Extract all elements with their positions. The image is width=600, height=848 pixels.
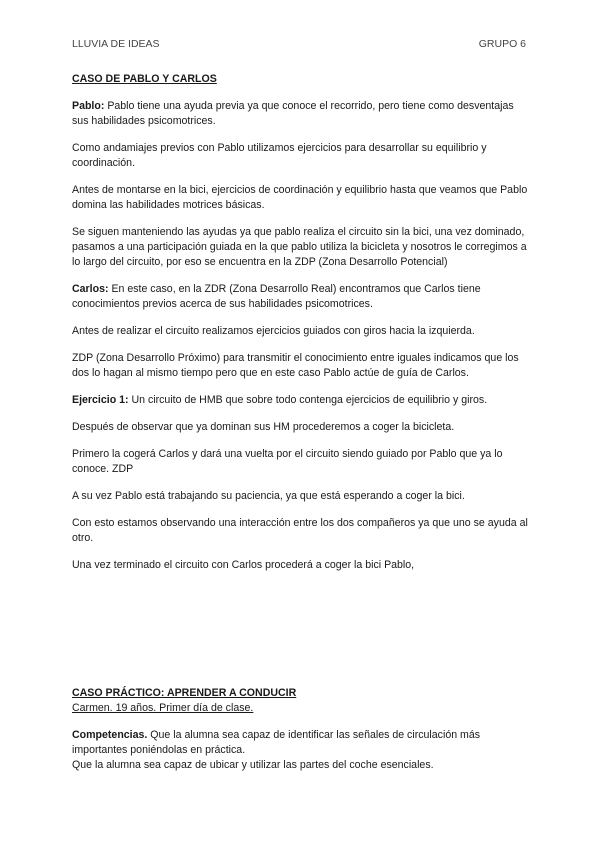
header-right: GRUPO 6: [478, 38, 526, 50]
paragraph-label: Ejercicio 1:: [72, 394, 129, 406]
paragraph-label: Carlos:: [72, 283, 109, 295]
header-left: LLUVIA DE IDEAS: [72, 38, 160, 50]
paragraph: Con esto estamos observando una interacción entre los dos compañeros ya que uno se ayuda al otro.: [72, 517, 528, 544]
section-aprender-conducir: [72, 686, 532, 773]
paragraph: Antes de realizar el circuito realizamos ejercicios guiados con giros hacia la izquierda.: [72, 325, 475, 337]
paragraph: ZDP (Zona Desarrollo Próximo) para transmitir el conocimiento entre iguales indicamos que los dos lo hagan al mismo tiempo pero que en este caso Pablo actúe de guía de Carlos.: [72, 352, 519, 379]
paragraph-ejercicio: [72, 393, 532, 408]
paragraph-competencias: [72, 728, 532, 758]
paragraph: Una vez terminado el circuito con Carlos procederá a coger la bici Pablo,: [72, 559, 415, 571]
paragraph-text: En este caso, en la ZDR (Zona Desarrollo Real) encontramos que Carlos tiene conocimientos previos acerca de sus habilidades psicomotrices.: [72, 283, 481, 310]
paragraph: Después de observar que ya dominan sus HM procederemos a coger la bicicleta.: [72, 421, 455, 433]
section-pablo-carlos: [72, 72, 532, 573]
page-header: [72, 38, 526, 52]
section-title: CASO DE PABLO Y CARLOS: [72, 73, 217, 85]
paragraph: Primero la cogerá Carlos y dará una vuelta por el circuito siendo guiado por Pablo que ya lo conoce. ZDP: [72, 448, 503, 475]
paragraph-text: Pablo tiene una ayuda previa ya que conoce el recorrido, pero tiene como desventajas sus habilidades psicomotrices.: [72, 100, 514, 127]
paragraph: Como andamiajes previos con Pablo utilizamos ejercicios para desarrollar su equilibrio y coordinación.: [72, 142, 487, 169]
paragraph-label: Competencias.: [72, 729, 148, 741]
paragraph-text: Un circuito de HMB que sobre todo contenga ejercicios de equilibrio y giros.: [128, 394, 488, 406]
paragraph-label: Pablo:: [72, 100, 105, 112]
paragraph-pablo: [72, 99, 532, 129]
paragraph: Que la alumna sea capaz de ubicar y utilizar las partes del coche esenciales.: [72, 759, 434, 771]
section-subtitle: Carmen. 19 años. Primer día de clase.: [72, 702, 254, 714]
section-title: CASO PRÁCTICO: APRENDER A CONDUCIR: [72, 687, 297, 699]
paragraph-carlos: [72, 282, 532, 312]
paragraph: Se siguen manteniendo las ayudas ya que pablo realiza el circuito sin la bici, una vez dominado, pasamos a una participación guiada en la que pablo utiliza la bicicleta y nosotros le corregimos a lo largo del circuito, por eso se encuentra en la ZDP (Zona Desarrollo Potencial): [72, 226, 527, 268]
paragraph-text: Que la alumna sea capaz de identificar las señales de circulación más importantes poniéndolas en práctica.: [72, 729, 481, 756]
paragraph: A su vez Pablo está trabajando su paciencia, ya que está esperando a coger la bici.: [72, 490, 465, 502]
paragraph: Antes de montarse en la bici, ejercicios de coordinación y equilibrio hasta que veamos que Pablo domina las habilidades motrices básicas.: [72, 184, 528, 211]
